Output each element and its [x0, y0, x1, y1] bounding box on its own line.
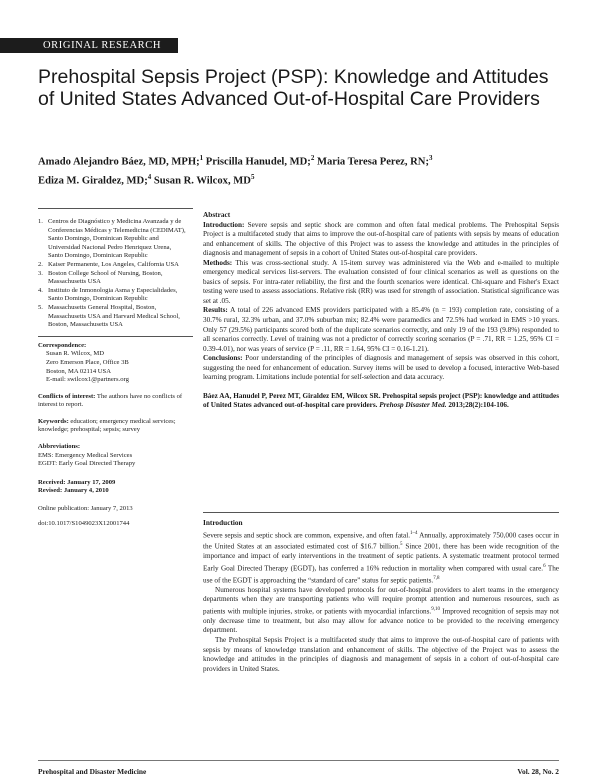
citation-journal: Prehosp Disaster Med. — [379, 401, 447, 410]
citation-reference: 2013;28(2):104-106. — [446, 401, 509, 410]
abbreviation-item: EMS: Emergency Medical Services — [38, 451, 133, 459]
abstract-introduction-text: Severe sepsis and septic shock are common and often fatal medical problems. The Prehospital Sepsis Project is a multifaceted study that aims to improve the out-of-hospital care of patients with sepsis by means of education and enhancement of skills. The objective of this Project was to assess the knowledge and attitudes in the principles of diagnosis and management of sepsis in a cohort of United States out-of-hospital care providers. — [203, 220, 559, 258]
footer-journal: Prehospital and Disaster Medicine — [38, 767, 147, 776]
footer-divider — [38, 760, 559, 761]
reference-mark: 1–4 — [410, 530, 418, 536]
affiliation-number: 3. — [38, 269, 43, 277]
left-divider — [38, 208, 193, 209]
reference-mark: 5 — [400, 542, 403, 548]
paragraph-text: The use of the EGDT is approaching the “standard of care” status for septic patients. — [203, 564, 560, 585]
article-title: Prehospital Sepsis Project (PSP): Knowledge and Attitudes of United States Advanced Out-of-Hospital Care Providers — [38, 66, 549, 110]
abstract — [203, 210, 559, 411]
abbreviation-item: EGDT: Early Goal Directed Therapy — [38, 460, 136, 468]
section-label: ORIGINAL RESEARCH — [0, 38, 178, 53]
author-name: Ediza M. Giraldez, MD; — [38, 175, 148, 187]
abbreviations-list — [38, 452, 196, 469]
abstract-results — [203, 306, 559, 354]
abstract-introduction — [203, 221, 559, 259]
author-name: Amado Alejandro Báez, MD, MPH; — [38, 156, 200, 168]
paragraph-text: Since 2001, there has been wide recognition of the importance and impact of early interventions in the treatment of septic patients. A systematic treatment protocol termed Early Goal Directed Therapy (EGDT), has conferred a 16% reduction in mortality when compared with usual care. — [203, 542, 559, 573]
affiliation-item — [38, 287, 196, 304]
author-affiliation-mark: 5 — [250, 172, 255, 181]
abstract-methods-label: Methods: — [203, 258, 233, 267]
revised-date: Revised: January 4, 2010 — [38, 487, 109, 495]
correspondence-line: E-mail: swilcox1@partners.org — [46, 376, 129, 384]
abstract-introduction-label: Introduction: — [203, 220, 245, 229]
conflicts-heading: Conflicts of interest: — [38, 392, 96, 400]
author-name: Maria Teresa Perez, RN; — [314, 156, 429, 168]
author-name: Susan R. Wilcox, MD — [151, 175, 251, 187]
abbreviations-heading: Abbreviations: — [38, 443, 81, 451]
abstract-heading: Abstract — [203, 210, 231, 219]
affiliation-item — [38, 304, 196, 330]
abstract-conclusions-label: Conclusions: — [203, 354, 243, 363]
reference-mark: 7,8 — [433, 575, 440, 581]
affiliation-item — [38, 261, 196, 270]
abstract-results-label: Results: — [203, 306, 228, 315]
correspondence-block — [38, 350, 196, 384]
author-affiliation-mark: 2 — [310, 154, 315, 162]
affiliation-text: Boston College School of Nursing, Boston, Massachusetts USA — [48, 269, 163, 286]
reference-mark: 6 — [543, 563, 546, 569]
abstract-results-text: A total of 226 advanced EMS providers participated with a 85.4% (n = 193) completion rate, consisting of a 30.7% rural, 32.3% urban, and 37.0% suburban mix; 82.4% were paramedics and 72.5% had worked in EMS >10 years. Only 57 (29.5%) participants scored both of the duplicate scenarios correctly, and only 19 of the 193 (9.8%) responded to all scenarios correctly. Level of training was not a predictor of correctly scoring scenarios (P = .71, RR = 1.25, 95% CI = 0.39-4.01), nor was years of service (P = .11, RR = 1.64, 95% CI = 0.16-1.21). — [203, 306, 559, 353]
received-date: Received: January 17, 2009 — [38, 478, 116, 486]
citation-authors: Báez AA, Hanudel P, Perez MT, Giraldez EM, Wilcox SR. Prehospital sepsis project (PSP): knowledge and attitudes of United States advanced out-of-hospital care providers. — [203, 391, 559, 410]
affiliation-number: 1. — [38, 218, 43, 225]
author-affiliation-mark: 4 — [147, 172, 152, 181]
citation — [203, 392, 559, 411]
reference-mark: 9,10 — [431, 606, 440, 612]
affiliation-text: Kaiser Permanente, Los Angeles, California USA — [48, 260, 179, 268]
affiliation-text: Instituto de Inmonologia Asma y Especialidades, Santo Domingo, Dominican Republic — [48, 286, 178, 303]
abstract-methods — [203, 259, 559, 307]
doi: doi:10.1017/S1049023X12001744 — [38, 519, 130, 527]
abstract-divider — [203, 512, 559, 513]
correspondence-line: Zero Emerson Place, Office 3B — [46, 358, 129, 366]
conflicts-text: The authors have no conflicts of interest to report. — [38, 392, 183, 409]
paragraph-text: Severe sepsis and septic shock are common, expensive, and often fatal. — [203, 530, 410, 539]
footer-volume: Vol. 28, No. 2 — [517, 767, 559, 776]
author-line-1 — [38, 151, 568, 170]
affiliation-text: Centros de Diagnóstico y Medicina Avanzada y de Conferencias Médicas y Telemedicina (CEDIMAT), Santo Domingo, Dominican Republic and Universidad Nacional Pedro Henriquez Urena, Santo Domingo, Dominican Republic — [48, 218, 186, 260]
affiliation-item — [38, 218, 196, 261]
abstract-conclusions-text: Poor understanding of the principles of diagnosis and management of sepsis was observed in this cohort, suggesting the need for enhancement of education. Survey items will be used to develop a focused, interactive Web-based learning program. Limitations include potential for self-selection and data accuracy. — [203, 354, 559, 382]
affiliation-number: 4. — [38, 286, 43, 294]
abstract-conclusions — [203, 354, 559, 383]
keywords — [38, 418, 196, 435]
author-list — [38, 151, 568, 188]
affiliation-item — [38, 270, 196, 287]
paragraph-text: Numerous hospital systems have developed protocols for out-of-hospital providers to alert teams in the emergency departments when they are transporting patients who will require prompt attention and numerous resources, such as patients with multiple injuries, stroke, or patients with myocardial infarctions. — [203, 585, 559, 616]
affiliation-text: Massachusetts General Hospital, Boston, Massachusetts USA and Harvard Medical School, Boston, Massachusetts USA — [48, 303, 180, 329]
author-affiliation-mark: 3 — [428, 154, 433, 162]
paragraph-text: Annually, approximately 750,000 cases occur in the United States at an associated estimated cost of $16.7 billion. — [203, 530, 560, 551]
correspondence-line: Boston, MA 02114 USA — [46, 367, 111, 375]
author-affiliation-mark: 1 — [199, 154, 204, 162]
introduction-section — [203, 518, 559, 674]
introduction-paragraph-3 — [203, 636, 559, 674]
introduction-paragraph-1 — [203, 529, 559, 586]
conflicts-of-interest — [38, 393, 196, 410]
online-publication-date: Online publication: January 7, 2013 — [38, 505, 133, 513]
correspondence-line: Susan R. Wilcox, MD — [46, 350, 105, 358]
introduction-paragraph-2 — [203, 586, 559, 636]
affiliation-number: 5. — [38, 303, 43, 311]
keywords-text: education; emergency medical services; knowledge; prehospital; sepsis; survey — [38, 417, 176, 434]
affiliation-number: 2. — [38, 260, 43, 268]
keywords-heading: Keywords: — [38, 417, 69, 425]
left-column — [38, 218, 196, 528]
paragraph-text: Improved recognition of sepsis may not only decrease time to treatment, but also may allow for advance notice to be provided to the receiving emergency department. — [203, 607, 559, 635]
left-divider-2 — [38, 336, 193, 337]
introduction-heading: Introduction — [203, 518, 243, 527]
abstract-methods-text: This was cross-sectional study. A 15-item survey was administered via the Web and e-mailed to multiple emergency medical services list-servers. The evaluation consisted of four clinical scenarios as well as questions on the basics of sepsis. For intra-rater reliability, the first and the fourth scenarios were identical. Chi-square and Fisher's Exact testing were used to assess associations. Relative risk (RR) was used for strength of association. Statistical significance was set at .05. — [203, 258, 559, 305]
paragraph-text: The Prehospital Sepsis Project is a multifaceted study that aims to improve the out-of-hospital care of patients with sepsis by means of knowledge translation and enhancement of skills. The objective of the Project was to assess the knowledge and attitudes in the principles of diagnosis and management of sepsis in a cohort of out-of-hospital care providers in United States. — [203, 635, 559, 673]
affiliation-list — [38, 218, 196, 330]
correspondence-heading: Correspondence: — [38, 341, 87, 349]
author-line-2 — [38, 170, 568, 189]
author-name: Priscilla Hanudel, MD; — [203, 156, 311, 168]
